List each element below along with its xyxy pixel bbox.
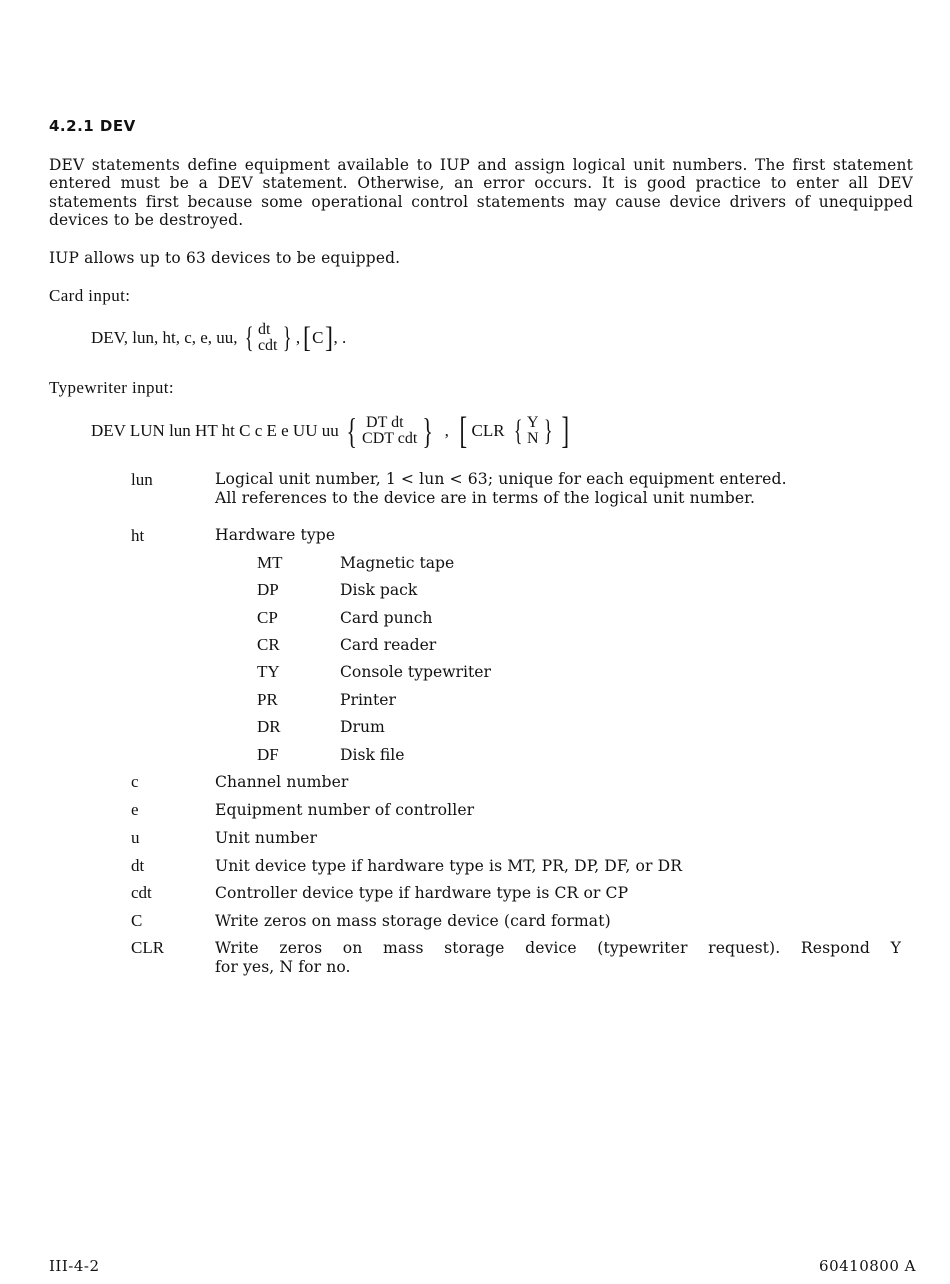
param-term-CLR: CLR [131,938,165,957]
hw-type-code: TY [257,662,280,681]
hw-type-name: Drum [340,718,385,736]
right-bracket-icon: ] [561,410,570,452]
hw-type-name: Card punch [340,609,433,627]
param-desc-u: Unit number [215,829,318,847]
param-term-C: C [131,911,143,930]
param-term-ht: ht [131,526,145,545]
param-desc-lun-line1: Logical unit number, 1 < lun < 63; unique for each equipment entered. [215,470,787,488]
hw-type-code: DP [257,580,279,599]
typewriter-choice-yes: Y [526,414,539,431]
card-syntax-option-c: C [312,328,324,347]
hw-type-code: CP [257,608,278,627]
typewriter-choice-no: N [526,430,539,447]
param-desc-c: Channel number [215,773,349,791]
document-number: 60410800 A [819,1257,916,1275]
hw-type-name: Disk file [340,746,405,764]
param-desc-C: Write zeros on mass storage device (card format) [215,912,611,930]
hw-type-code: DF [257,745,279,764]
param-desc-ht: Hardware type [215,526,336,544]
card-syntax-comma: , [295,328,301,347]
right-bracket-icon: ] [324,321,333,354]
hw-type-code: PR [257,690,278,709]
param-desc-CLR-line1: Write zeros on mass storage device (typewriter request). Respond Y [215,939,901,957]
section-heading: 4.2.1 DEV [49,117,136,135]
hw-type-code: CR [257,635,280,654]
card-syntax-suffix: , . [333,328,347,347]
hw-type-name: Card reader [340,636,437,654]
param-term-u: u [131,828,140,847]
hw-type-code: DR [257,717,281,736]
typewriter-syntax-comma: , [444,421,449,440]
hw-type-name: Magnetic tape [340,554,455,572]
card-syntax-prefix: DEV, lun, ht, c, e, uu, [91,328,238,347]
right-brace-icon: } [543,414,553,447]
typewriter-clr-choice [525,415,541,447]
hw-type-name: Printer [340,691,396,709]
typewriter-syntax-choice [360,415,419,447]
right-brace-icon: } [282,321,292,354]
param-desc-lun-line2: All references to the device are in terms of the logical unit number. [215,489,756,507]
device-limit-text: IUP allows up to 63 devices to be equipped. [49,249,401,267]
left-bracket-icon: [ [459,410,467,452]
hw-type-name: Disk pack [340,581,418,599]
typewriter-syntax-prefix: DEV LUN lun HT ht C c E e UU uu [91,421,339,440]
right-brace-icon: } [422,411,434,451]
param-desc-dt: Unit device type if hardware type is MT, PR, DP, DF, or DR [215,857,683,875]
param-term-e: e [131,800,139,819]
left-brace-icon: { [513,414,523,447]
card-input-label: Card input: [49,286,131,305]
card-syntax-choice [256,322,280,354]
typewriter-syntax-clr: CLR [471,421,505,440]
page-number: III-4-2 [49,1257,100,1275]
param-term-c: c [131,772,139,791]
typewriter-input-label: Typewriter input: [49,378,175,397]
typewriter-choice-dt: DT dt [366,414,404,431]
param-desc-cdt: Controller device type if hardware type is CR or CP [215,884,629,902]
hw-type-code: MT [257,553,283,572]
card-input-syntax [91,322,346,354]
param-term-cdt: cdt [131,883,152,902]
param-term-dt: dt [131,856,145,875]
card-choice-dt: dt [257,321,271,338]
typewriter-input-syntax [91,412,572,450]
left-bracket-icon: [ [303,321,312,354]
hw-type-name: Console typewriter [340,663,491,681]
typewriter-choice-cdt: CDT cdt [362,430,418,447]
left-brace-icon: { [346,411,357,451]
param-desc-e: Equipment number of controller [215,801,475,819]
intro-paragraph: DEV statements define equipment available to IUP and assign logical unit numbers. The first statement entered must be a DEV statement. Otherwise, an error occurs. It is good practice to enter all DEV statements first because some operational control statements may cause device drivers of unequipped devices to be destroyed. [49,156,913,230]
param-desc-CLR-line2: for yes, N for no. [215,958,351,976]
card-choice-cdt: cdt [257,337,278,354]
left-brace-icon: { [244,321,254,354]
param-term-lun: lun [131,470,153,489]
